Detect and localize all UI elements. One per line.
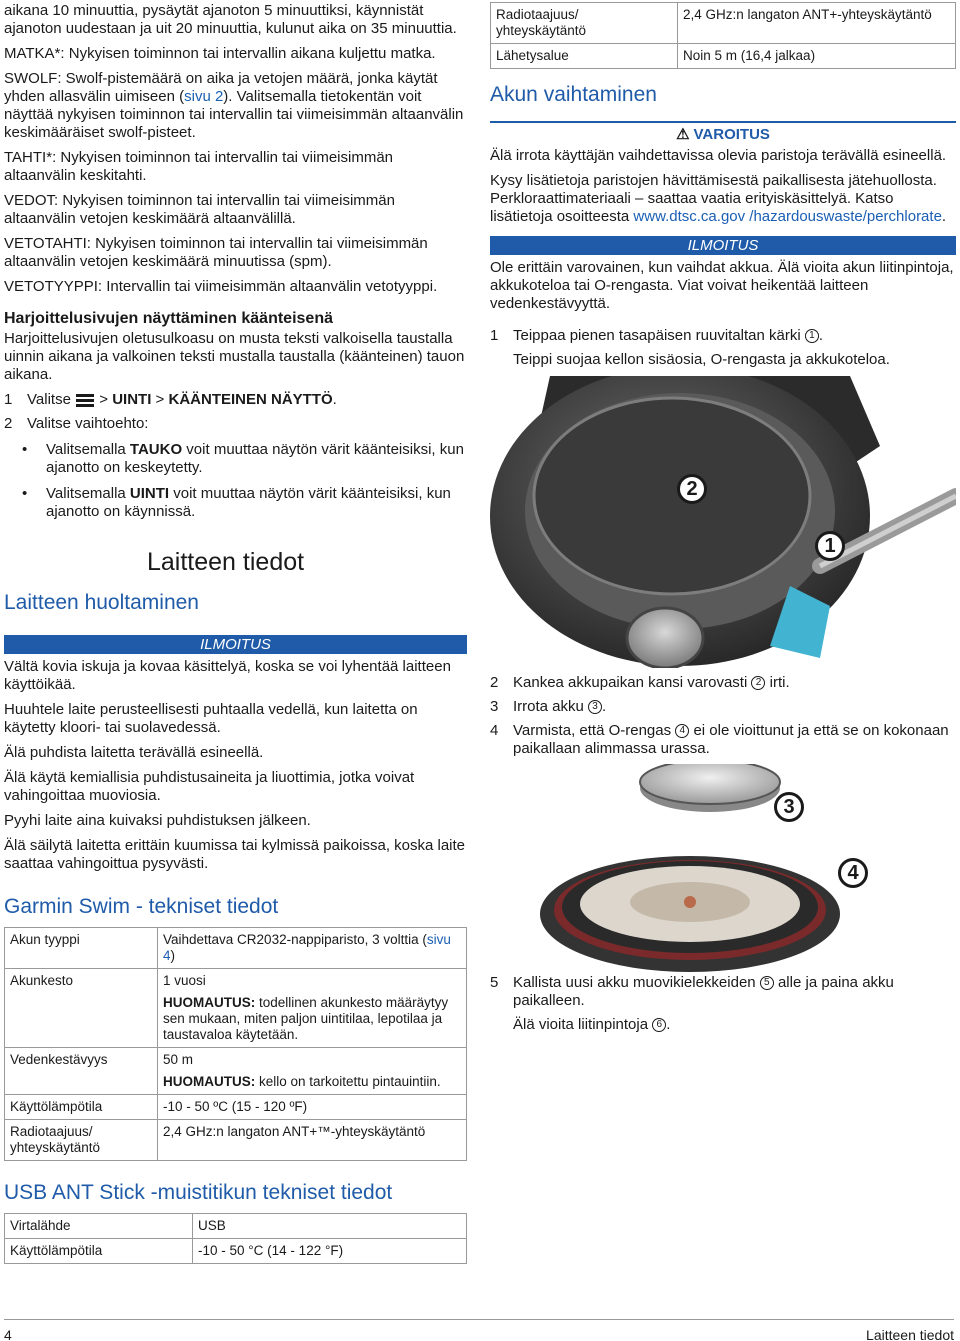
- field-vedot: [4, 192, 467, 228]
- battery-step-1: [490, 327, 956, 345]
- battery-step-2: [490, 674, 956, 692]
- period: .: [941, 208, 947, 225]
- step-text: [513, 327, 956, 345]
- care-paragraph: Älä säilytä laitetta erittäin kuumissa tai kylmissä paikoissa, koska laite saattaa vahingoittua pysyvästi.: [4, 837, 466, 872]
- step-body: Teippaa pienen tasapäisen ruuvitaltan kärki: [513, 327, 805, 344]
- table-value: USB: [193, 1214, 467, 1239]
- step-number: 1: [4, 391, 13, 408]
- period: .: [666, 1016, 671, 1033]
- period: ei ole vioittunut ja että se on kokonaan paikallaan alimmassa urassa.: [513, 722, 949, 757]
- field-tahti: [4, 149, 467, 185]
- step-text: [513, 698, 956, 716]
- notice-paragraph: Ole erittäin varovainen, kun vaihdat akkua. Älä vioita akun liitinpintoja, akkukoteloa tai O-rengasta. Viat voivat heikentää laitteen vedenkestävyyttä.: [490, 259, 954, 312]
- callout-2: 2: [677, 474, 707, 504]
- table-key: Akun tyyppi: [5, 928, 158, 969]
- table-key: Akunkesto: [5, 969, 158, 1048]
- field-vetotyyppi: [4, 278, 467, 296]
- footer-section: Laitteen tiedot: [866, 1327, 954, 1341]
- period: irti.: [765, 674, 790, 691]
- note-body: todellinen akunkesto määräytyy sen mukaan, miten paljon uintitilaa, lepotilaa ja taustavaloa käytetään.: [163, 995, 449, 1042]
- battery-step-4: [490, 722, 956, 758]
- field-vetotahti: [4, 235, 467, 271]
- callout-ref: 3: [588, 700, 602, 714]
- specs-table: [4, 927, 467, 1161]
- note-label: HUOMAUTUS:: [163, 1074, 256, 1089]
- note-text: Älä vioita liitinpintoja: [513, 1016, 653, 1033]
- period: .: [602, 698, 607, 715]
- bullet-uinti: [22, 485, 467, 521]
- callout-ref: 4: [675, 724, 689, 738]
- table-row: [5, 928, 467, 969]
- step-text-pre: Valitse: [27, 391, 71, 408]
- bullet-bold: UINTI: [129, 485, 170, 502]
- usb-heading: USB ANT Stick -muistitikun tekniset tiedot: [4, 1181, 393, 1204]
- field-label: VEDOT: [4, 192, 55, 209]
- bullet-text: [46, 485, 467, 521]
- callout-ref: 6: [652, 1018, 666, 1032]
- table-row: [5, 1239, 467, 1264]
- step-tail: alle ja paina akku paikalleen.: [513, 974, 894, 1009]
- menu-inverse-display: KÄÄNTEINEN NÄYTTÖ: [168, 391, 333, 408]
- step-number: 4: [490, 722, 499, 739]
- care-paragraph: Huuhtele laite perusteellisesti puhtaalla vedellä, kun laitetta on käytetty kloori- tai suolavedessä.: [4, 701, 418, 736]
- field-text: : Intervallin tai viimeisimmän altaanvälin vetotyyppi.: [97, 278, 438, 295]
- table-value: Noin 5 m (16,4 jalkaa): [678, 44, 956, 69]
- note-label: HUOMAUTUS:: [163, 995, 256, 1010]
- table-key: Virtalähde: [5, 1214, 193, 1239]
- step-text: [513, 974, 956, 1010]
- warning-icon: ⚠: [676, 126, 690, 143]
- table-value: -10 - 50 °C (14 - 122 °F): [193, 1239, 467, 1264]
- step-body: Varmista, että O-rengas: [513, 722, 676, 739]
- battery-illustration: [490, 764, 956, 974]
- table-row: [5, 969, 467, 1048]
- callout-3: 3: [774, 792, 804, 822]
- step-note: Teippi suojaa kellon sisäosia, O-rengasta ja akkukoteloa.: [513, 351, 890, 368]
- step-number: 1: [490, 327, 499, 344]
- period: .: [818, 327, 824, 344]
- intro-paragraph: aikana 10 minuuttia, pysäytät ajanoton 5 minuuttiksi, käynnistät ajanoton uudestaan ja uit 20 minuuttia, kulunut aika on 35 minuuttia.: [4, 2, 457, 37]
- callout-4: 4: [838, 858, 868, 888]
- table-key: Vedenkestävyys: [5, 1048, 158, 1095]
- note-text: [163, 1074, 461, 1090]
- table-key: Käyttölämpötila: [5, 1239, 193, 1264]
- value-text: ): [170, 948, 176, 963]
- care-paragraph: Älä käytä kemiallisia puhdistusaineita ja liuottimia, jotka voivat vahingoittaa muoviosia.: [4, 769, 415, 804]
- step-2: [4, 415, 467, 433]
- battery-heading: Akun vaihtaminen: [490, 83, 657, 106]
- table-key: Lähetysalue: [491, 44, 678, 69]
- value-text: 1 vuosi: [163, 973, 206, 988]
- notice-bar: ILMOITUS: [490, 236, 956, 255]
- left-column: [4, 2, 467, 1264]
- menu-uinti: UINTI: [112, 391, 152, 408]
- field-label: VETOTYYPPI: [4, 278, 98, 295]
- care-paragraph: Pyyhi laite aina kuivaksi puhdistuksen jälkeen.: [4, 812, 311, 829]
- field-label: TAHTI*: [4, 149, 53, 166]
- table-value: -10 - 50 ºC (15 - 120 ºF): [158, 1095, 467, 1120]
- step-text: [513, 722, 956, 758]
- bullet-post: voit muuttaa näytön värit käänteisiksi, kun ajanotto on käynnissä.: [46, 485, 451, 520]
- field-text: : Nykyisen toiminnon tai intervallin tai viimeisimmän altaanvälin vetojen keskimäärä altaanvälillä.: [4, 192, 395, 227]
- care-heading: Laitteen huoltaminen: [4, 591, 199, 614]
- field-label: MATKA*: [4, 45, 61, 62]
- battery-drawing: [490, 764, 956, 974]
- inverse-heading: Harjoittelusivujen näyttäminen käänteisenä: [4, 310, 333, 327]
- warning-paragraph: Älä irrota käyttäjän vaihdettavissa olevia paristoja terävällä esineellä.: [490, 147, 947, 164]
- table-value: 2,4 GHz:n langaton ANT+™-yhteyskäytäntö: [158, 1120, 467, 1161]
- chapter-title: Laitteen tiedot: [147, 548, 305, 576]
- table-row: [5, 1120, 467, 1161]
- table-row: [5, 1214, 467, 1239]
- period: .: [332, 391, 337, 408]
- table-row: [5, 1095, 467, 1120]
- field-text: : Swolf-pistemäärä on aika ja vetojen määrä, jonka käytät yhden allasvälin uimiseen (: [4, 70, 438, 105]
- step-number: 5: [490, 974, 499, 991]
- callout-ref: 1: [805, 329, 819, 343]
- table-row: [491, 44, 956, 69]
- step-body: Kankea akkupaikan kansi varovasti: [513, 674, 752, 691]
- separator: >: [151, 391, 169, 408]
- step-body: Irrota akku: [513, 698, 589, 715]
- bullet-mark: •: [22, 485, 28, 502]
- battery-step-5: [490, 974, 956, 1010]
- table-value: [158, 1048, 467, 1095]
- battery-step-3: [490, 698, 956, 716]
- step-number: 2: [4, 415, 13, 432]
- step-text: [27, 391, 467, 409]
- bullet-pre: Valitsemalla: [46, 485, 130, 502]
- callout-1: 1: [815, 531, 845, 561]
- bullet-text: [46, 441, 467, 477]
- note-body: kello on tarkoitettu pintauintiin.: [255, 1074, 441, 1089]
- value-text: 50 m: [163, 1052, 194, 1067]
- care-paragraph: Vältä kovia iskuja ja kovaa käsittelyä, koska se voi lyhentää laitteen käyttöikää.: [4, 658, 451, 693]
- value-text: Vaihdettava CR2032-nappiparisto, 3 volttia (: [163, 932, 427, 947]
- step-text: [513, 674, 956, 692]
- callout-ref: 5: [760, 976, 774, 990]
- table-value: 2,4 GHz:n langaton ANT+-yhteyskäytäntö: [678, 3, 956, 44]
- step-1: [4, 391, 467, 409]
- field-label: VETOTAHTI: [4, 235, 87, 252]
- field-matka: [4, 45, 467, 63]
- field-text: : Nykyisen toiminnon tai intervallin tai viimeisimmän altaanvälin vetojen keskimäärä minuutissa (spm).: [4, 235, 428, 270]
- step-number: 2: [490, 674, 499, 691]
- radio-table: [490, 2, 956, 69]
- page-link[interactable]: sivu 4: [163, 932, 451, 963]
- field-swolf: [4, 70, 467, 142]
- care-paragraph: Älä puhdista laitetta terävällä esineellä.: [4, 744, 264, 761]
- note-text: [163, 995, 461, 1043]
- page-link[interactable]: sivu 2: [184, 88, 224, 105]
- step-body: Kallista uusi akku muovikielekkeiden: [513, 974, 760, 991]
- field-label: SWOLF: [4, 70, 58, 87]
- field-text: ). Valitsemalla tietokentän voit näyttää nykyisen toiminnon tai intervallin tai viimeisimmän altaanvälin keskimääräiset swolf-pisteet.: [4, 88, 464, 141]
- bullet-tauko: [22, 441, 467, 477]
- inverse-paragraph: Harjoittelusivujen oletusulkoasu on musta teksti valkoisella taustalla uinnin aikana ja valkoinen teksti mustalla taustalla (käänteinen) tauon aikana.: [4, 330, 465, 383]
- step-note: [513, 1016, 956, 1034]
- step-number: 3: [490, 698, 499, 715]
- warning-header: [490, 121, 956, 144]
- table-value: [158, 969, 467, 1048]
- bullet-post: voit muuttaa näytön värit käänteisiksi, kun ajanotto on keskeytetty.: [46, 441, 464, 476]
- table-row: [5, 1048, 467, 1095]
- page-number: 4: [4, 1327, 12, 1341]
- bullet-bold: TAUKO: [129, 441, 183, 458]
- watch-illustration: [490, 376, 956, 668]
- field-text: : Nykyisen toiminnon tai intervallin aikana kuljettu matka.: [60, 45, 436, 62]
- notice-bar: ILMOITUS: [4, 635, 467, 654]
- usb-table: [4, 1213, 467, 1264]
- watch-opening-illustration: [490, 376, 956, 668]
- field-text: : Nykyisen toiminnon tai intervallin tai viimeisimmän altaanvälin keskitahti.: [4, 149, 394, 184]
- table-value: [158, 928, 467, 969]
- separator: >: [95, 391, 113, 408]
- menu-icon: [75, 393, 95, 407]
- bullet-pre: Valitsemalla: [46, 441, 130, 458]
- warning-text: Kysy lisätietoja paristojen hävittämisestä paikallisesta jätehuollosta. Perkloraattimateriaali – saattaa vaatia erityiskäsittelyä. Katso lisätietoja osoitteesta: [490, 172, 937, 225]
- url-link[interactable]: www.dtsc.ca.gov /hazardouswaste/perchlorate: [633, 208, 942, 225]
- warning-paragraph: [490, 172, 956, 226]
- specs-heading: Garmin Swim - tekniset tiedot: [4, 895, 279, 918]
- step-text: Valitse vaihtoehto:: [27, 415, 149, 432]
- right-column: [490, 2, 956, 1041]
- warning-label: VAROITUS: [693, 126, 770, 143]
- bullet-mark: •: [22, 441, 28, 458]
- table-key: Radiotaajuus/ yhteyskäytäntö: [491, 3, 678, 44]
- page-footer: [4, 1319, 954, 1341]
- table-key: Käyttölämpötila: [5, 1095, 158, 1120]
- table-row: [491, 3, 956, 44]
- table-key: Radiotaajuus/ yhteyskäytäntö: [5, 1120, 158, 1161]
- callout-ref: 2: [751, 676, 765, 690]
